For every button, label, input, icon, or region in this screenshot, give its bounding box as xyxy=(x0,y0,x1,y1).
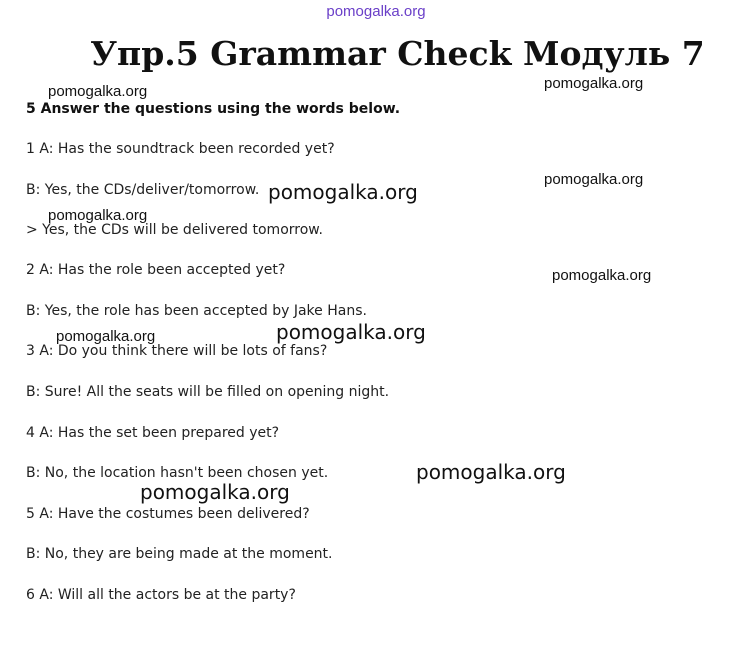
exercise-line-1a: 1 A: Has the soundtrack been recorded yet? xyxy=(26,141,335,157)
exercise-heading: 5 Answer the questions using the words below. xyxy=(26,101,401,117)
watermark: pomogalka.org xyxy=(48,83,148,100)
watermark: pomogalka.org xyxy=(56,328,156,345)
watermark: pomogalka.org xyxy=(140,480,290,504)
watermark: pomogalka.org xyxy=(276,320,426,344)
exercise-line-2b: B: Yes, the role has been accepted by Jake Hans. xyxy=(26,303,367,319)
watermark: pomogalka.org xyxy=(544,75,644,92)
exercise-line-3b: B: Sure! All the seats will be filled on opening night. xyxy=(26,384,390,400)
header-watermark: pomogalka.org xyxy=(326,3,426,20)
exercise-line-5a: 5 A: Have the costumes been delivered? xyxy=(26,506,310,522)
exercise-line-1b: B: Yes, the CDs/deliver/tomorrow. xyxy=(26,182,260,198)
watermark: pomogalka.org xyxy=(48,207,148,224)
exercise-line-6a: 6 A: Will all the actors be at the party? xyxy=(26,587,296,603)
watermark: pomogalka.org xyxy=(544,171,644,188)
watermark: pomogalka.org xyxy=(268,180,418,204)
watermark: pomogalka.org xyxy=(416,460,566,484)
exercise-line-4a: 4 A: Has the set been prepared yet? xyxy=(26,425,280,441)
exercise-line-5b: B: No, they are being made at the moment. xyxy=(26,546,333,562)
exercise-line-4b: B: No, the location hasn't been chosen yet. xyxy=(26,465,329,481)
watermark: pomogalka.org xyxy=(552,267,652,284)
exercise-line-1-answer: > Yes, the CDs will be delivered tomorrow. xyxy=(26,222,323,238)
exercise-line-3a: 3 A: Do you think there will be lots of fans? xyxy=(26,343,328,359)
exercise-line-2a: 2 A: Has the role been accepted yet? xyxy=(26,262,286,278)
page-title: Упр.5 Grammar Check Модуль 7 xyxy=(90,34,705,73)
